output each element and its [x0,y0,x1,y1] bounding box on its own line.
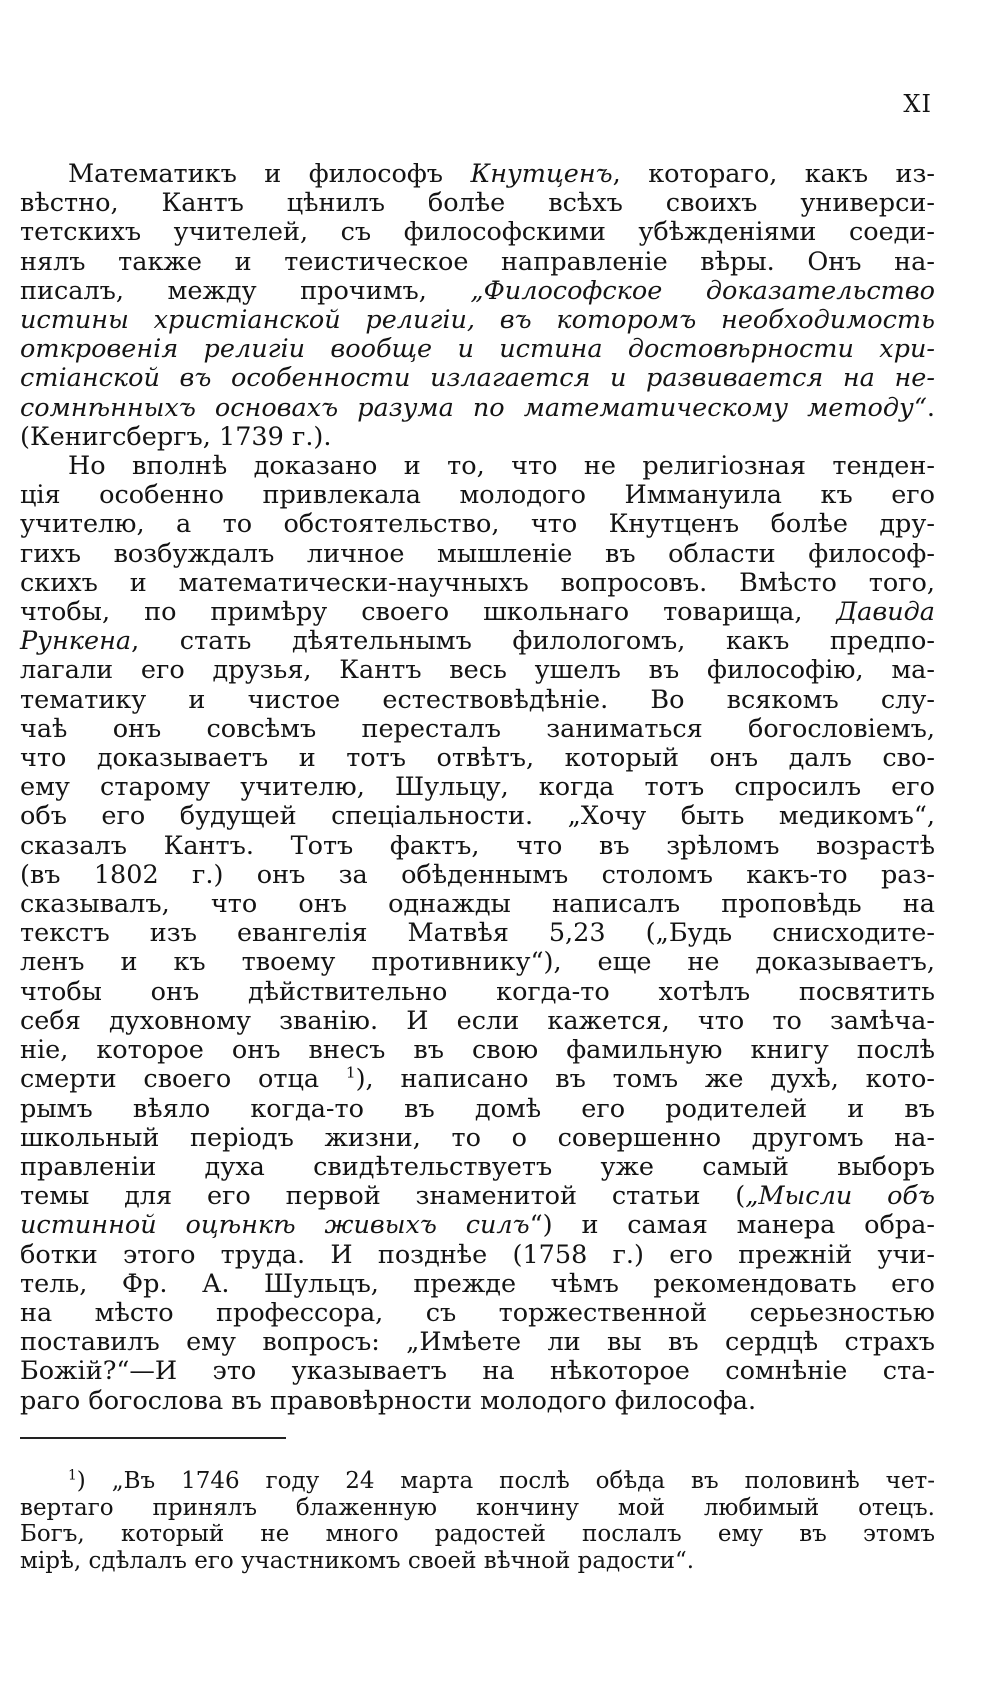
text-segment: чтобы онъ дѣйствительно когда-то хотѣлъ посвятить [20,976,935,1007]
italic-text: истины христіанской религіи, въ которомъ необходимость [20,305,935,336]
text-segment: раго богослова въ правовѣрности молодого философа. [20,1385,757,1416]
text-segment: темы для его первой знаменитой статьи ( [20,1181,746,1212]
italic-text: сомнѣнныхъ основахъ разума по математическому методу“ [20,392,927,423]
text-line [20,1387,935,1416]
text-segment: смерти своего отца [20,1064,346,1095]
text-line [20,218,935,247]
text-line [20,423,935,452]
text-segment: . [926,392,935,423]
text-line [20,773,935,802]
text-segment: Божій?“—И это указываетъ на нѣкоторое сомнѣніе ста- [20,1356,935,1387]
text-segment: тетскихъ учителей, съ философскими убѣжденіями соеди- [20,217,935,248]
text-segment: сказалъ Кантъ. Тотъ фактъ, что въ зрѣломъ возрастѣ [20,830,935,861]
text-line [20,1299,935,1328]
text-line [20,686,935,715]
text-segment: “) и самая манера обра- [529,1210,935,1241]
text-segment: текстъ изъ евангелія Матвѣя 5,23 („Будь снисходите- [20,918,935,949]
text-line [20,832,935,861]
text-segment: Математикъ и философъ [68,159,471,189]
text-segment: вертаго принялъ блаженную кончину мой любимый отецъ. [20,1494,935,1521]
text-line [20,569,935,598]
footnote-separator [20,1437,286,1439]
text-line [20,510,935,539]
text-line [20,1153,935,1182]
text-line [20,306,935,335]
text-line [20,1182,935,1211]
text-line [20,1357,935,1386]
text-line [20,335,935,364]
text-line [20,656,935,685]
footnote-marker: 1 [68,1467,77,1484]
page-number: XI [903,90,932,118]
text-segment: сказывалъ, что онъ однажды написалъ проповѣдь на [20,889,935,920]
text-line [20,627,935,656]
text-line [20,1328,935,1357]
text-line [20,1211,935,1240]
italic-text: Рункена [20,626,132,657]
text-line [20,1124,935,1153]
main-text [20,160,935,1416]
italic-text: „Мысли объ [745,1181,935,1212]
text-line [20,715,935,744]
text-segment: Богъ, который не много радостей послалъ ему въ этомъ [20,1521,935,1548]
text-segment: ) „Въ 1746 году 24 марта послѣ обѣда въ половинѣ чет- [76,1468,935,1494]
text-segment: чаѣ онъ совсѣмъ пересталъ заниматься богословіемъ, [20,713,935,744]
footnote-line [20,1548,935,1575]
italic-text: стіанской въ особенности излагается и развивается на не- [20,363,935,394]
text-line [20,978,935,1007]
text-line [20,802,935,831]
text-segment: лагали его друзья, Кантъ весь ушелъ въ философію, ма- [20,655,935,686]
text-segment: что доказываетъ и тотъ отвѣтъ, который онъ далъ сво- [20,743,935,774]
text-line [20,394,935,423]
italic-text: Давида [836,597,935,628]
text-segment: , котораго, какъ из- [612,159,936,189]
footnote-line [20,1521,935,1548]
text-line [20,277,935,306]
text-line [20,948,935,977]
text-segment: гихъ возбуждалъ личное мышленіе въ области философ- [20,538,935,569]
text-line [20,890,935,919]
text-line [20,919,935,948]
text-segment: ція особенно привлекала молодого Иммануила къ его [20,480,935,511]
italic-text: откровенія религіи вообще и истина достовѣрности хри- [20,334,935,365]
text-line [20,481,935,510]
text-line [20,1065,935,1094]
italic-text: истинной оцѣнкѣ живыхъ силъ [20,1210,530,1241]
text-segment: на мѣсто профессора, съ торжественной серьезностью [20,1297,935,1328]
text-segment: себя духовному званію. И если кажется, что то замѣча- [20,1005,935,1036]
text-segment: (въ 1802 г.) онъ за обѣденнымъ столомъ какъ-то раз- [20,859,935,890]
text-segment: вѣстно, Кантъ цѣнилъ болѣе всѣхъ своихъ универси- [20,188,935,219]
text-segment: правленіи духа свидѣтельствуетъ уже самый выборъ [20,1151,935,1182]
text-segment: мірѣ, сдѣлалъ его участникомъ своей вѣчной радости“. [20,1547,695,1574]
text-line [20,540,935,569]
text-line [20,1095,935,1124]
text-line [20,1036,935,1065]
text-line [20,1270,935,1299]
text-segment: рымъ вѣяло когда-то въ домѣ его родителей и въ [20,1093,935,1124]
footnote-marker: 1 [345,1063,356,1082]
italic-text: „Философское доказательство [470,275,935,306]
text-segment: , стать дѣятельнымъ филологомъ, какъ предпо- [131,626,935,657]
text-segment: тематику и чистое естествовѣдѣніе. Во всякомъ слу- [20,684,935,715]
text-line [20,1007,935,1036]
footnote-line [20,1468,935,1495]
footnote-line [20,1495,935,1522]
text-segment: объ его будущей спеціальности. „Хочу быть медикомъ“, [20,801,935,832]
text-segment: школьный періодъ жизни, то о совершенно другомъ на- [20,1122,935,1153]
text-line [20,598,935,627]
text-segment: учителю, а то обстоятельство, что Кнутценъ болѣе дру- [20,509,935,540]
text-line [20,452,935,481]
text-line [20,189,935,218]
text-line [20,1241,935,1270]
text-segment: ніе, которое онъ внесъ въ свою фамильную книгу послѣ [20,1035,935,1066]
footnotes [20,1468,935,1574]
text-line [20,744,935,773]
text-line [20,248,935,277]
text-line [20,364,935,393]
text-segment: ленъ и къ твоему противнику“), еще не доказываетъ, [20,947,935,978]
text-segment: поставилъ ему вопросъ: „Имѣете ли вы въ сердцѣ страхъ [20,1327,935,1358]
italic-text: Кнутценъ [470,159,613,189]
text-segment: чтобы, по примѣру своего школьнаго товарища, [20,597,837,628]
text-line [20,861,935,890]
text-segment: скихъ и математически-научныхъ вопросовъ. Вмѣсто того, [20,567,935,598]
text-segment: писалъ, между прочимъ, [20,275,471,306]
text-segment: (Кенигсбергъ, 1739 г.). [20,421,332,452]
text-segment: ему старому учителю, Шульцу, когда тотъ спросилъ его [20,772,935,803]
text-line [20,160,935,189]
text-segment: ), написано въ томъ же духѣ, кото- [355,1064,935,1095]
text-segment: Но вполнѣ доказано и то, что не религіозная тенден- [68,451,935,482]
text-segment: тель, Фр. А. Шульцъ, прежде чѣмъ рекомендовать его [20,1268,935,1299]
text-segment: нялъ также и теистическое направленіе вѣры. Онъ на- [20,246,935,277]
text-segment: ботки этого труда. И позднѣе (1758 г.) его прежній учи- [20,1239,935,1270]
